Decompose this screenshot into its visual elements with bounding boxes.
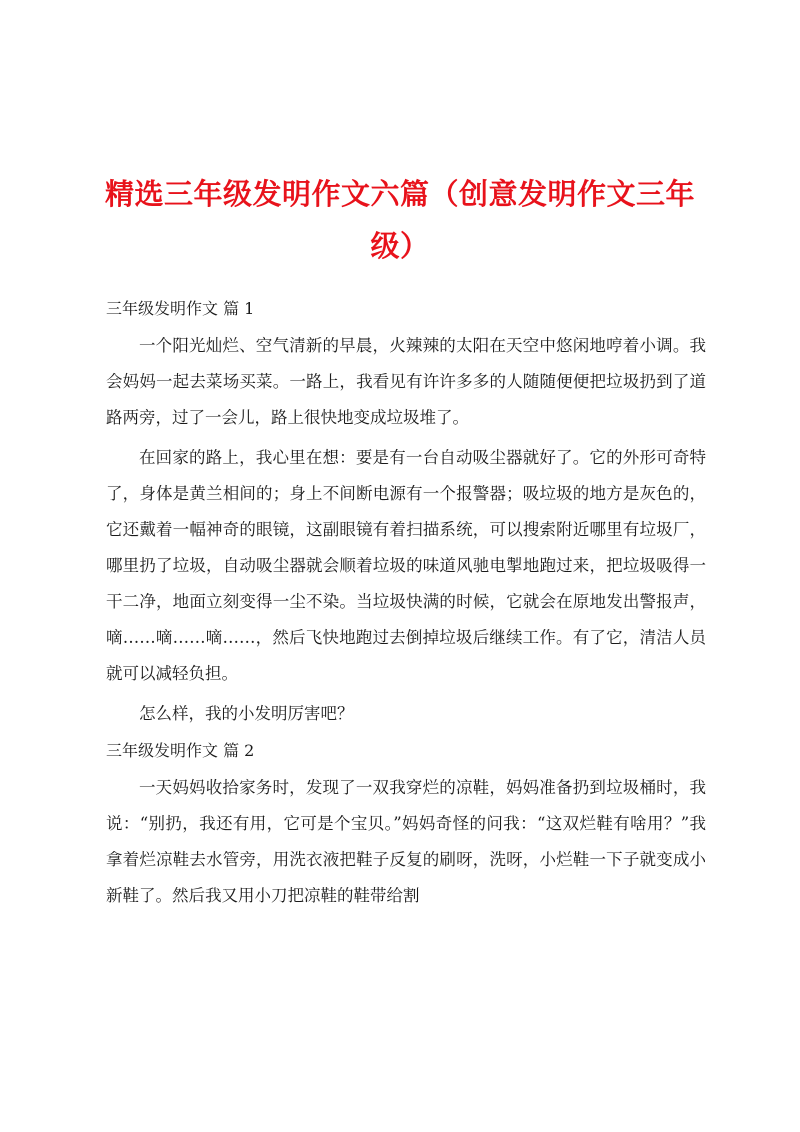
document-body <box>106 290 706 914</box>
section-1 <box>106 290 706 732</box>
section-heading: 三年级发明作文 篇 1 <box>106 299 255 318</box>
section-heading: 三年级发明作文 篇 2 <box>106 741 255 760</box>
paragraph: 在回家的路上，我心里在想：要是有一台自动吸尘器就好了。它的外形可奇特了，身体是黄兰相间的；身上不间断电源有一个报警器；吸垃圾的地方是灰色的，它还戴着一幅神奇的眼镜，这副眼镜有着扫描系统，可以搜索附近哪里有垃圾厂，哪里扔了垃圾，自动吸尘器就会顺着垃圾的味道风驰电掣地跑过来，把垃圾吸得一干二净，地面立刻变得一尘不染。当垃圾快满的时候，它就会在原地发出警报声，嘀……嘀……嘀……，然后飞快地跑过去倒掉垃圾后继续工作。有了它，清洁人员就可以减轻负担。 <box>106 448 706 683</box>
paragraph: 一天妈妈收拾家务时，发现了一双我穿烂的凉鞋，妈妈准备扔到垃圾桶时，我说：“别扔，我还有用，它可是个宝贝。”妈妈奇怪的问我：“这双烂鞋有啥用？”我拿着烂凉鞋去水管旁，用洗衣液把鞋子反复的刷呀，洗呀，小烂鞋一下子就变成小新鞋了。然后我又用小刀把凉鞋的鞋带给割 <box>106 778 706 905</box>
paragraph: 怎么样，我的小发明厉害吧？ <box>139 704 354 723</box>
document-title: 精选三年级发明作文六篇（创意发明作文三年级） <box>104 177 695 263</box>
paragraph: 一个阳光灿烂、空气清新的早晨，火辣辣的太阳在天空中悠闲地哼着小调。我会妈妈一起去菜场买菜。一路上，我看见有许许多多的人随随便便把垃圾扔到了道路两旁，过了一会儿，路上很快地变成垃圾堆了。 <box>106 336 706 427</box>
section-2 <box>106 732 706 914</box>
